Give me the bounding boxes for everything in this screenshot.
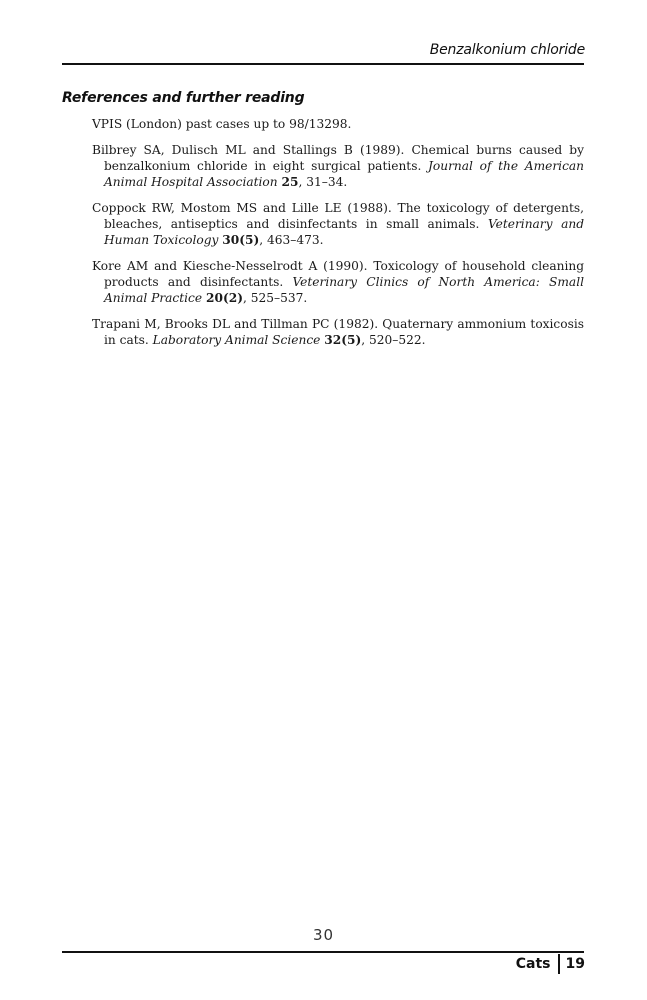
header-rule bbox=[62, 63, 584, 65]
running-head-title: Benzalkonium chloride bbox=[429, 42, 585, 58]
reference-volume: 30(5) bbox=[222, 233, 260, 247]
reference-item bbox=[92, 316, 584, 348]
footer-section-marker bbox=[516, 954, 585, 974]
reference-journal: Veterinary Clinics of North America: Small Animal Practice bbox=[104, 275, 584, 305]
reference-volume: 25 bbox=[281, 175, 299, 189]
reference-text: Bilbrey SA, Dulisch ML and Stallings B (1989). Chemical burns caused by benzalkonium chloride in eight surgical patients. bbox=[92, 143, 584, 173]
reference-volume: 32(5) bbox=[324, 333, 362, 347]
section-heading: References and further reading bbox=[62, 90, 305, 106]
reference-pages: , 525–537. bbox=[242, 291, 308, 305]
reference-journal: Laboratory Animal Science bbox=[152, 333, 321, 347]
reference-item bbox=[92, 142, 584, 190]
footer-rule bbox=[62, 951, 584, 953]
reference-text: VPIS (London) past cases up to 98/13298. bbox=[92, 117, 352, 131]
reference-journal: Veterinary and Human Toxicology bbox=[104, 217, 584, 247]
footer-chapter-number: 19 bbox=[565, 956, 585, 972]
reference-text: Coppock RW, Mostom MS and Lille LE (1988). The toxicology of detergents, bleaches, antiseptics and disinfectants in small animals. bbox=[92, 201, 584, 231]
reference-pages: , 520–522. bbox=[361, 333, 426, 347]
reference-volume: 20(2) bbox=[205, 291, 243, 305]
reference-item bbox=[92, 200, 584, 248]
footer-divider bbox=[558, 954, 560, 974]
reference-list bbox=[92, 116, 584, 358]
page-number: 30 bbox=[312, 926, 335, 944]
reference-pages: , 31–34. bbox=[298, 175, 348, 189]
reference-text: Kore AM and Kiesche-Nesselrodt A (1990). Toxicology of household cleaning products and disinfectants. bbox=[92, 259, 584, 289]
footer-section-label: Cats bbox=[515, 956, 551, 972]
reference-item bbox=[92, 258, 584, 306]
reference-text: Trapani M, Brooks DL and Tillman PC (1982). Quaternary ammonium toxicosis in cats. bbox=[92, 317, 584, 347]
reference-journal: Journal of the American Animal Hospital Association bbox=[104, 159, 585, 189]
reference-item bbox=[92, 116, 584, 132]
reference-pages: , 463–473. bbox=[259, 233, 324, 247]
